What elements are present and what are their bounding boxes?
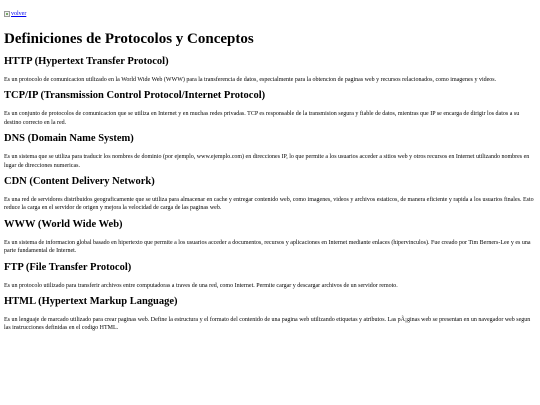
section-heading-tcpip: TCP/IP (Transmission Control Protocol/Internet Protocol): [4, 90, 266, 102]
section-heading-http: HTTP (Hypertext Transfer Protocol): [4, 56, 169, 67]
back-link[interactable]: [4, 10, 26, 18]
section-text-dns: Es un sistema que se utiliza para traducir los nombres de dominio (por ejemplo, www.ejemplo.com) en direcciones IP, lo que permite a los usuarios acceder a sitios web y otros recursos en Internet utilizando nombres en lugar de direcciones numericas.: [4, 154, 530, 169]
section-text-tcpip: Es un conjunto de protocolos de comunicacion que se utiliza en Internet y en muchas redes privadas. TCP es responsable de la transmision segura y fiable de datos, mientras que IP se encarga de dirigir los datos a su destino correcto en la red.: [4, 111, 520, 126]
section-text-www: Es un sistema de informacion global basado en hipertexto que permite a los usuarios acceder a documentos, recursos y aplicaciones en Internet mediante enlaces (hipervinculos). Fue creado por Tim Berners-Lee y es una parte fundamental de Internet.: [4, 239, 531, 255]
back-link-alt-text: volver: [11, 11, 27, 17]
section-heading-dns: DNS (Domain Name System): [4, 133, 134, 145]
section-text-html: Es un lenguaje de marcado utilizado para crear paginas web. Define la estructura y el formato del contenido de una pagina web utilizando etiquetas y atributos. Las pÃ¡ginas web se presentan en un navegador web segun las instrucciones definidas en el codigo HTML.: [4, 317, 531, 332]
section-heading-www: WWW (World Wide Web): [4, 218, 123, 230]
section-heading-ftp: FTP (File Transfer Protocol): [4, 261, 132, 273]
broken-image-icon: [4, 11, 10, 17]
page-title: Definiciones de Protocolos y Conceptos: [4, 31, 254, 47]
section-text-http: Es un protocolo de comunicacion utilizado en la World Wide Web (WWW) para la transferencia de datos, especialmente para la obtencion de paginas web y recursos relacionados, como imagenes y videos.: [4, 77, 497, 83]
section-text-ftp: Es un protocolo utilizado para transferir archivos entre computadoras a traves de una red, como Internet. Permite cargar y descargar archivos de un servidor remoto.: [4, 282, 398, 289]
section-heading-cdn: CDN (Content Delivery Network): [4, 176, 155, 188]
section-text-cdn: Es una red de servidores distribuidos geograficamente que se utiliza para almacenar en cache y entregar contenido web, como imagenes, videos y archivos estaticos, de manera eficiente y rapida a los usuarios finales. Esto reduce la carga en el servidor de origen y mejora la velocidad de carga de las paginas web.: [4, 197, 534, 212]
section-heading-html: HTML (Hypertext Markup Language): [4, 296, 178, 308]
